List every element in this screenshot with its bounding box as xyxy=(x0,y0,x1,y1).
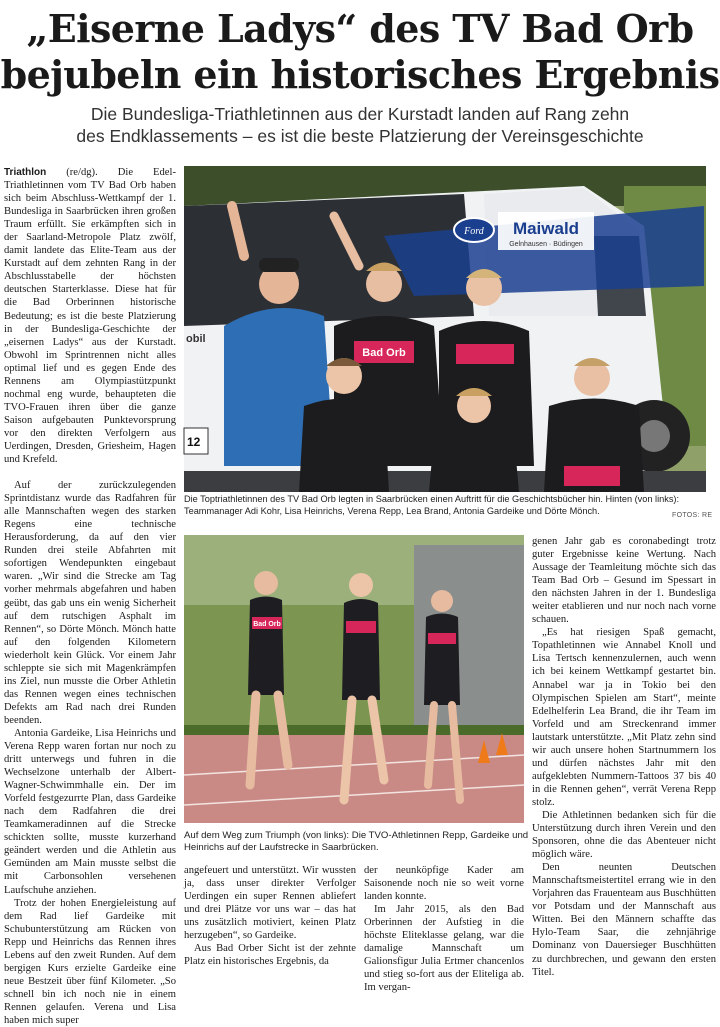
subheadline-line-1: Die Bundesliga-Triathletinnen aus der Kurstadt landen auf Rang zehn xyxy=(90,104,630,124)
caption-line: Teammanager Adi Kohr, Lisa Heinrichs, Verena Repp, Lea Brand, Antonia Gardeike und Dörte Mönch. xyxy=(184,506,600,516)
dateline: Triathlon xyxy=(4,167,47,178)
team-photo-caption xyxy=(184,493,706,517)
running-photo-caption xyxy=(184,830,529,854)
paragraph: Die Athletinnen bedanken sich für die Unterstützung durch ihren Verein und den Sponsoren, ohne die das Abenteuer nicht möglich wäre. xyxy=(532,809,716,861)
van-side-text: obil xyxy=(186,333,206,345)
paragraph: Antonia Gardeike, Lisa Heinrichs und Verena Repp waren fortan nur noch zu dritt unterwegs und fuhren in die Wechselzone unterhalb der Albert-Wagner-Schwimmhalle ein. Der im Vorfeld festgezurrte Plan, dass Gardeike nach dem Radfahren die drei Teamkameradinnen auf die Strecke schickten sollte, musste kurzerhand geändert werden und die Athletin aus Gemünden am Main musste selbst die mit Carbonsohlen versehenen Laufschuhe anziehen. xyxy=(4,727,176,896)
running-photo-illustration xyxy=(184,535,524,823)
team-photo xyxy=(184,166,706,492)
article-column-3 xyxy=(364,864,524,994)
caption-line: Die Toptriathletinnen des TV Bad Orb legten in Saarbrücken einen Auftritt für die Geschichtsbücher hin. Hinten (von links): xyxy=(184,494,680,504)
license-plate: 12 xyxy=(187,435,201,449)
paragraph: genen Jahr gab es coronabedingt trotz guter Ergebnisse keine Wertung. Nach Aussage der Teamleitung möchte sich das Team Bad Orb – Gesund im Spessart in den nächsten Jahren in der 1. Bundesliga weiter etablieren und nur noch nach vorne schauen. xyxy=(532,536,716,626)
team-photo-illustration xyxy=(184,166,706,492)
paragraph: Im Jahr 2015, als den Bad Orberinnen der Aufstieg in die höchste Eliteklasse gelang, war die damalige Mannschaft um Galionsfigur Julia Ertmer chancenlos und stieg so-fort aus der Eliteliga ab. Im vergan- xyxy=(364,904,524,994)
paragraph: Auf der zurückzulegenden Sprintdistanz wurde das Radfahren für alle Mannschaften wegen des starken Regens eine technische Herausforderung, da auf den vier Runden drei steile Abfahrten mit sofortigen Wendepunkten eingebaut waren. „Wir sind die Strecke am Tag vorher mehrmals abgefahren und haben geübt, das gab uns ein wenig Sicherheit auf dem rutschigen Asphalt im Rennen“, so Dörte Mönch. Mönch hatte auf den folgenden Kilometern wiederholt kein Glück. Vor einem Jahr schleppte sie sich mit Magenkrämpfen ins Ziel, nun musste die Orber Athletin das Rennen wegen eines technischen Defekts am Rad nach drei Runden beenden. xyxy=(4,480,176,726)
headline-line-2: bejubeln ein historisches Ergebnis xyxy=(0,52,720,97)
ford-logo-text: Ford xyxy=(464,226,484,237)
caption-line: Heinrichs auf der Laufstrecke in Saarbrücken. xyxy=(184,842,379,853)
paragraph: Trotz der hohen Energieleistung auf dem Rad lief Gardeike mit Schubunterstützung am Rücken von Repp und Heinrichs das Rennen ihres Lebens auf den zweit Runden. Auf dem bergigen Kurs erzielte Gardeike eine neue Bestzeit über fünf Kilometer. „So schnell bin ich noch nie in einem Rennen gelaufen. Verena und Lisa haben mich super xyxy=(4,897,176,1026)
byline: (re/dg). xyxy=(46,167,118,178)
headline-line-1: „Eiserne Ladys“ des TV Bad Orb xyxy=(26,6,694,51)
jersey-text: Bad Orb xyxy=(362,347,406,359)
paragraph: „Es hat riesigen Spaß gemacht, Topathletinnen wie Annabel Knoll und Lisa Tertsch kennenzulernen, auch wenn ich bei keinem Wettkampf gestartet bin. Annabel war ja in Tokio bei den Olympischen Spielen am Start“, meinte Edelhelferin Lea Brand, die ihr Team im Vorfeld und am Streckenrand immer lautstark unterstützte. „Mit Platz zehn sind wir auch unsere hohen Startnummern los und dürfen nächstes Jahr mit den aufgeklebten Nummern-Tattoos 37 bis 40 in die Rennen gehen“, verrät Verena Repp stolz. xyxy=(532,627,716,808)
article-column-1 xyxy=(4,166,176,1026)
subheadline-line-2: des Endklassements – es ist die beste Platzierung der Vereinsgeschichte xyxy=(76,126,644,146)
paragraph: angefeuert und unterstützt. Wir wussten ja, dass unser direkter Verfolger Uerdingen ein super Rennen abliefert und drei Plätze vor uns war – das hat uns zusätzlich motiviert, keinen Platz herzugeben“, so Gardeike. xyxy=(184,865,356,942)
caption-line: Auf dem Weg zum Triumph (von links): Die TVO-Athletinnen Repp, Gardeike und xyxy=(184,830,529,841)
paragraph: der neunköpfige Kader am Saisonende noch nie so weit vorne landen konnte. xyxy=(364,865,524,903)
runner-jersey-text: Bad Orb xyxy=(253,621,281,628)
van-sub-text: Gelnhausen · Büdingen xyxy=(509,241,583,248)
lead-paragraph xyxy=(4,166,176,466)
van-brand-text: Maiwald xyxy=(512,219,580,238)
lead-text: Die Edel-Triathletinnen vom TV Bad Orb haben sich beim Abschluss-Wettkampf der 1. Bundesliga in Saarbrücken ihren großen Traum erfüllt. Sie erkämpften sich in der Saarland-Metropole Platz zwölf, damit landete das Elite-Team aus der Kurstadt auf dem zehnten Rang in der Abschlusstabelle der höchsten deutschen Starterklasse. Diese hat für die Bad Orberinnen historische Bedeutung; es ist die beste Platzierung in der Bundesliga-Geschichte der „eisernen Ladys“ aus der Kurstadt. Obwohl im Sprintrennen nicht alles optimal lief und es gegen Ende des Rennens am Olympiastützpunkt nochmal eng wurde, behaupteten die TVO-Frauen ihren über die ganze Saison aufgebauten Punktevorsprung vor den direkten Verfolgern aus Uerdingen, Dresden, Griesheim, Hagen und Krefeld. xyxy=(4,167,176,466)
article-column-4 xyxy=(532,535,716,978)
photo-credit: FOTOS: RE xyxy=(672,512,713,519)
paragraph: Den neunten Deutschen Mannschaftsmeistertitel errang wie in den Vorjahren das Frauenteam aus Buschhütten vor Potsdam und der Mannschaft aus Witten. Bei den Männern schaffte das Hylo-Team Saar, die zehnjährige Dominanz von Dauersieger Buschhütten zu durchbrechen, und gewann den ersten Titel. xyxy=(532,862,716,978)
paragraph: Aus Bad Orber Sicht ist der zehnte Platz ein historisches Ergebnis, da xyxy=(184,943,356,968)
article-column-2 xyxy=(184,864,356,978)
running-photo xyxy=(184,535,524,823)
